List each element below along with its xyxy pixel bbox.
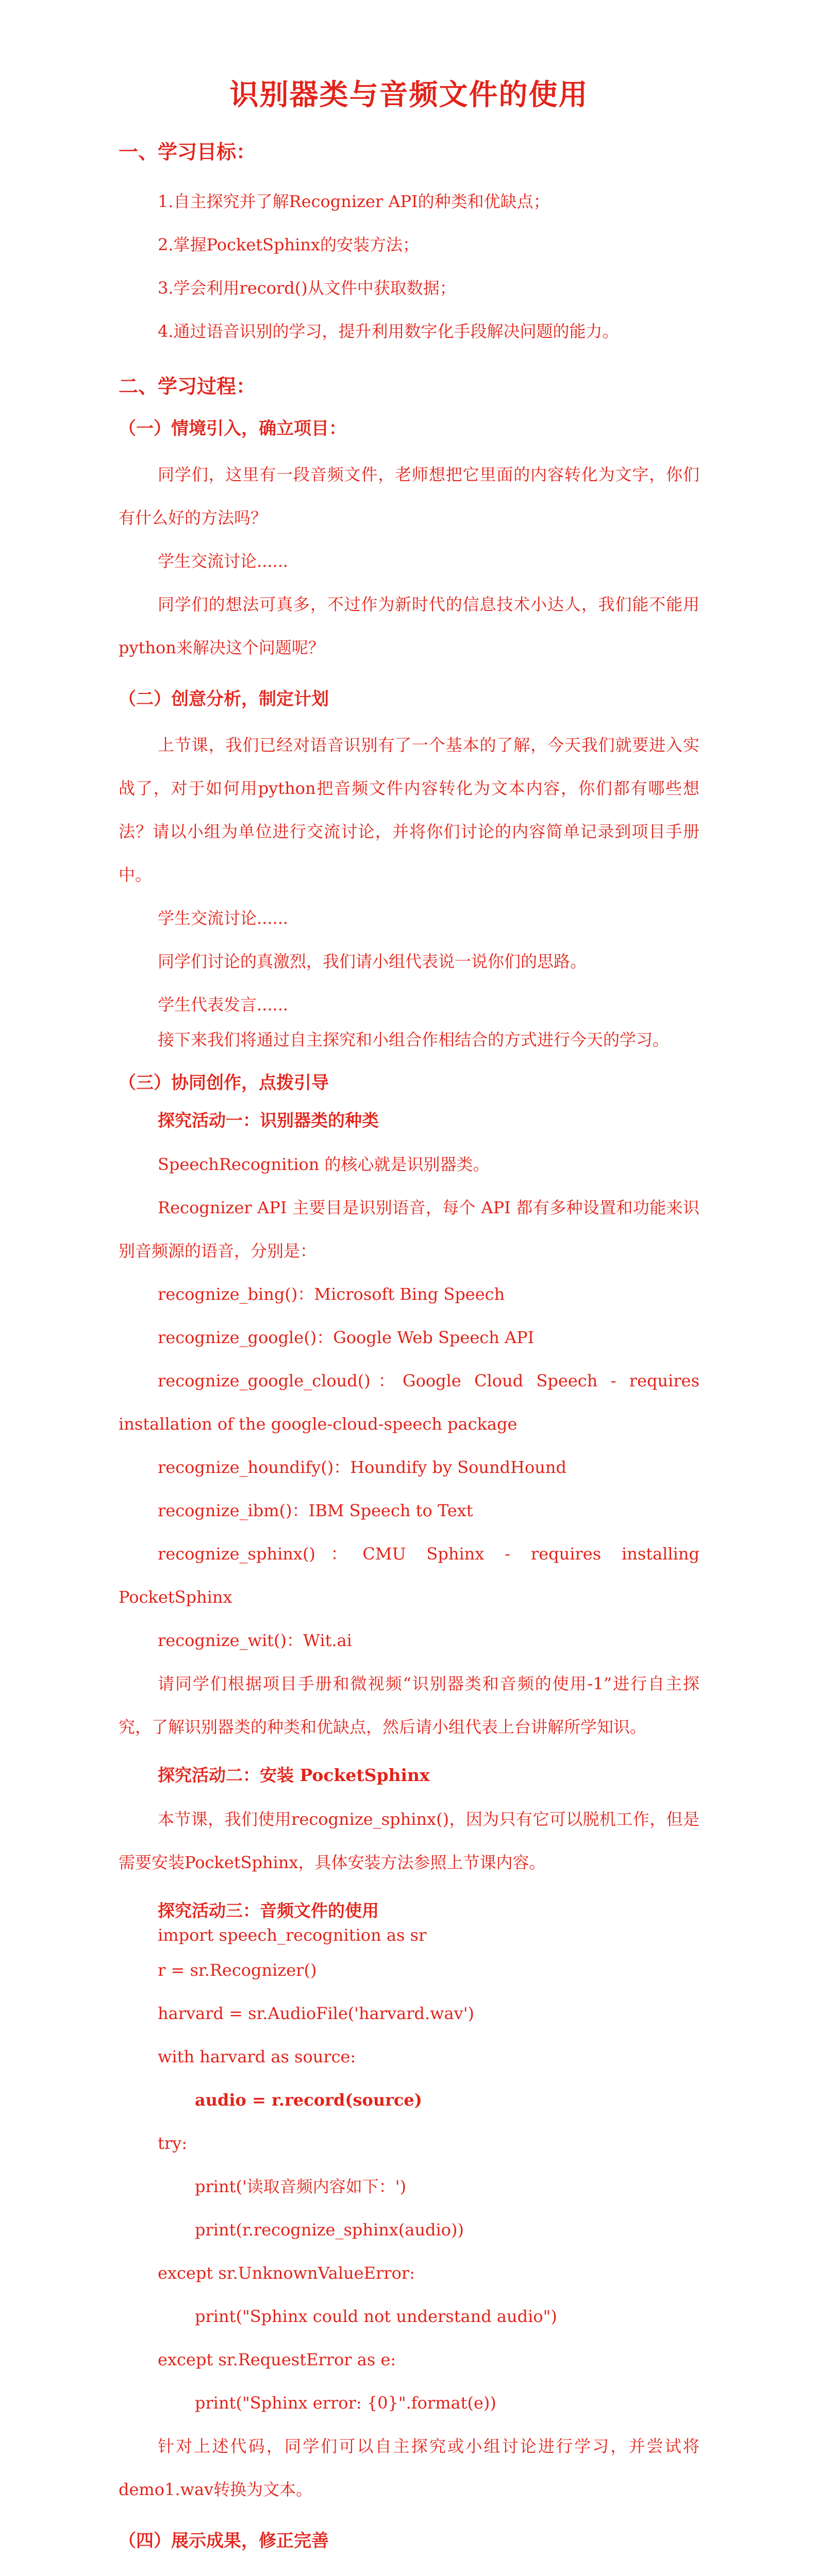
api-item: recognize_bing()：Microsoft Bing Speech <box>158 1284 505 1304</box>
activity-heading: 探究活动一：识别器类的种类 <box>158 1110 379 1130</box>
paragraph: 同学们的想法可真多，不过作为新时代的信息技术小达人，我们能不能用python来解决这个问题呢？ <box>119 595 699 657</box>
subsection-heading: （一）情境引入，确立项目： <box>119 418 346 439</box>
code-line: r = sr.Recognizer() <box>158 1960 317 1980</box>
api-item: recognize_wit()：Wit.ai <box>158 1631 352 1650</box>
code-line: audio = r.record(source) <box>195 2090 422 2110</box>
code-line: print('读取音频内容如下：') <box>195 2177 407 2196</box>
api-item: recognize_sphinx()：CMU Sphinx - requires installing PocketSphinx <box>119 1544 699 1607</box>
paragraph: 同学们，这里有一段音频文件，老师想把它里面的内容转化为文字，你们有什么好的方法吗？ <box>119 465 699 528</box>
api-item: recognize_houndify()：Houndify by SoundHound <box>158 1458 566 1477</box>
paragraph: 接下来我们将通过自主探究和小组合作相结合的方式进行今天的学习。 <box>158 1030 670 1049</box>
activity-heading: 探究活动三：音频文件的使用 <box>158 1901 379 1921</box>
api-item: recognize_ibm()：IBM Speech to Text <box>158 1501 473 1520</box>
goal-item: 2.掌握PocketSphinx的安装方法； <box>158 235 420 255</box>
code-line: except sr.RequestError as e: <box>158 2350 396 2369</box>
section-heading-process: 二、学习过程： <box>119 375 256 398</box>
subsection-heading: （二）创意分析，制定计划 <box>119 689 329 709</box>
paragraph: Recognizer API 主要目是识别语音，每个 API 都有多种设置和功能来识别音频源的语音，分别是： <box>119 1198 699 1261</box>
code-line: print("Sphinx could not understand audio") <box>195 2307 557 2326</box>
paragraph: 针对上述代码，同学们可以自主探究或小组讨论进行学习，并尝试将demo1.wav转换为文本。 <box>119 2436 699 2499</box>
api-item: recognize_google_cloud()：Google Cloud Speech - requires installation of the google-cloud-speech package <box>119 1371 699 1434</box>
code-line: print(r.recognize_sphinx(audio)) <box>195 2220 464 2240</box>
paragraph <box>119 2565 699 2576</box>
section-heading-goals: 一、学习目标： <box>119 140 256 163</box>
activity-heading: 探究活动二：安装 PocketSphinx <box>158 1765 430 1785</box>
paragraph: 学生代表发言...... <box>158 995 289 1014</box>
paragraph: SpeechRecognition 的核心就是识别器类。 <box>158 1155 490 1174</box>
paragraph: 上节课，我们已经对语音识别有了一个基本的了解，今天我们就要进入实战了，对于如何用python把音频文件内容转化为文本内容，你们都有哪些想法？请以小组为单位进行交流讨论，并将你们讨论的内容简单记录到项目手册中。 <box>119 735 699 885</box>
paragraph: 同学们讨论的真激烈，我们请小组代表说一说你们的思路。 <box>158 952 587 971</box>
code-line: harvard = sr.AudioFile('harvard.wav') <box>158 2004 474 2023</box>
page-title: 识别器类与音频文件的使用 <box>229 78 589 112</box>
goal-item: 3.学会利用record()从文件中获取数据； <box>158 278 456 298</box>
code-line: except sr.UnknownValueError: <box>158 2263 415 2283</box>
subsection-heading: （三）协同创作，点拨引导 <box>119 1073 329 1093</box>
api-item: recognize_google()：Google Web Speech API <box>158 1328 535 1347</box>
code-line: print("Sphinx error: {0}".format(e)) <box>195 2393 496 2413</box>
goal-item: 1.自主探究并了解Recognizer API的种类和优缺点； <box>158 192 550 211</box>
goal-item: 4.通过语音识别的学习，提升利用数字化手段解决问题的能力。 <box>158 321 619 341</box>
code-line: try: <box>158 2133 188 2153</box>
code-line: import speech_recognition as sr <box>158 1925 427 1945</box>
subsection-heading: （四）展示成果，修正完善 <box>119 2531 329 2551</box>
code-line: with harvard as source: <box>158 2047 356 2066</box>
paragraph: 学生交流讨论...... <box>158 551 289 571</box>
paragraph: 本节课，我们使用recognize_sphinx()，因为只有它可以脱机工作，但是需要安装PocketSphinx，具体安装方法参照上节课内容。 <box>119 1809 699 1872</box>
paragraph: 学生交流讨论...... <box>158 908 289 928</box>
paragraph: 请同学们根据项目手册和微视频“识别器类和音频的使用-1”进行自主探究，了解识别器类的种类和优缺点，然后请小组代表上台讲解所学知识。 <box>119 1674 699 1737</box>
